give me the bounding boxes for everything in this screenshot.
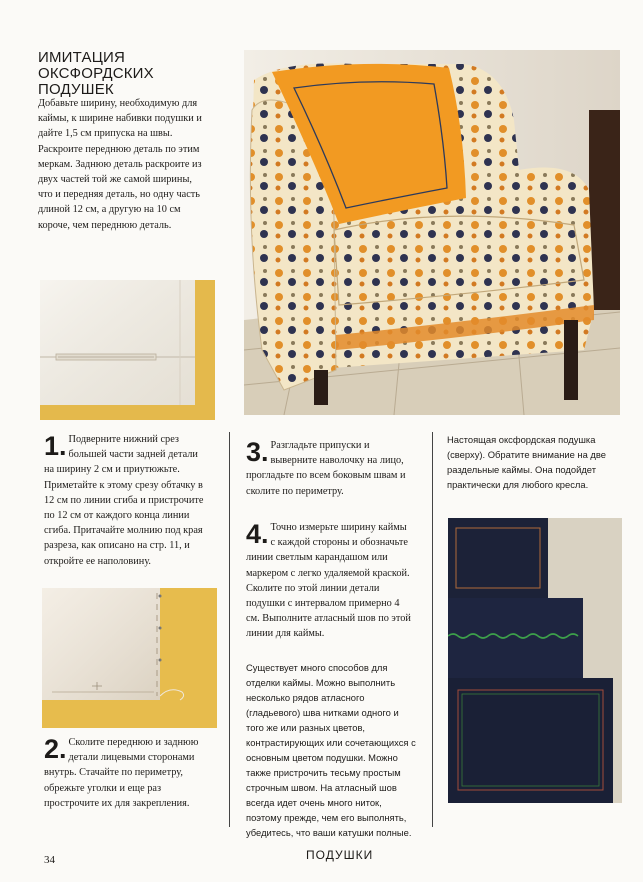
- intro-paragraph: Добавьте ширину, необходимую для каймы, к ширине набивки подушки и дайте 1,5 см припуска на швы. Раскроите переднюю деталь по этим меркам. Заднюю деталь раскроите из двух частей той же самой ширины, что и передняя деталь, но одну часть длиной 12 см, а другую на 10 см короче, чем переднюю деталь.: [38, 98, 202, 231]
- title-line-1: ИМИТАЦИЯ: [38, 49, 126, 66]
- step-4-number: 4.: [246, 519, 269, 549]
- section-name: ПОДУШКИ: [306, 848, 374, 862]
- column-divider-right: [432, 432, 433, 827]
- step1-photo: [40, 280, 215, 420]
- trim-note: Существует много способов для отделки каймы. Можно выполнить несколько рядов атласного (гладьевого) шва нитками одного и того же или разных цветов, контрастирующих или сочетающихся с основным цветом подушки. Можно также пристрочить тесьму простым строчным швом. На атласный шов всегда идет очень много ниток, поэтому прежде, чем его выполнять, убедитесь, что ваши катушки полные.: [246, 662, 416, 838]
- step2-photo: [42, 588, 217, 728]
- step-3-text: Разгладьте припуски и выверните наволочку на лицо, прогладьте по всем боковым швам и сколите по периметру.: [246, 440, 406, 497]
- step-1-text: Подверните нижний срез большей части задней детали на ширину 2 см и приутюжьте. Приметайте к этому срезу обтачку в 12 см по линии сгиба и пристрочите по 12 см от каждого конца линии сгиба. Притачайте молнию под края разреза, как описано на стр. 11, и откройте ее наполовину.: [44, 434, 204, 567]
- page-number: 34: [44, 854, 55, 866]
- photo-caption: Настоящая оксфордская подушка (сверху). Обратите внимание на две раздельные каймы. Она подойдет практически для любого кресла.: [447, 434, 606, 490]
- column-divider-left: [229, 432, 230, 827]
- step-4: [246, 520, 411, 642]
- step-3: [246, 438, 416, 499]
- navy-pillows-photo: [448, 518, 622, 803]
- step-2: [44, 735, 214, 811]
- armchair-photo-svg: [244, 50, 620, 415]
- step-2-text: Сколите переднюю и заднюю детали лицевыми сторонами внутрь. Стачайте по периметру, обрежьте уголки и еще раз прострочите их для закрепления.: [44, 737, 199, 809]
- step-1-number: 1.: [44, 431, 67, 461]
- step-2-number: 2.: [44, 734, 67, 764]
- armchair-photo: [244, 50, 620, 415]
- step-3-number: 3.: [246, 437, 269, 467]
- step2-photo-svg: [42, 588, 217, 728]
- navy-pillows-photo-svg: [448, 518, 622, 803]
- title-line-2: ОКСФОРДСКИХ ПОДУШЕК: [38, 65, 154, 98]
- step-4-text: Точно измерьте ширину каймы с каждой стороны и обозначьте линии светлым карандашом или маркером с легко удаляемой краской. Сколите по этой линии детали подушки с интервалом примерно 4 см. Выполните атласный шов по этой линии для каймы.: [246, 522, 411, 640]
- step-1: [44, 432, 209, 569]
- step1-photo-svg: [40, 280, 215, 420]
- page-title: [38, 50, 228, 98]
